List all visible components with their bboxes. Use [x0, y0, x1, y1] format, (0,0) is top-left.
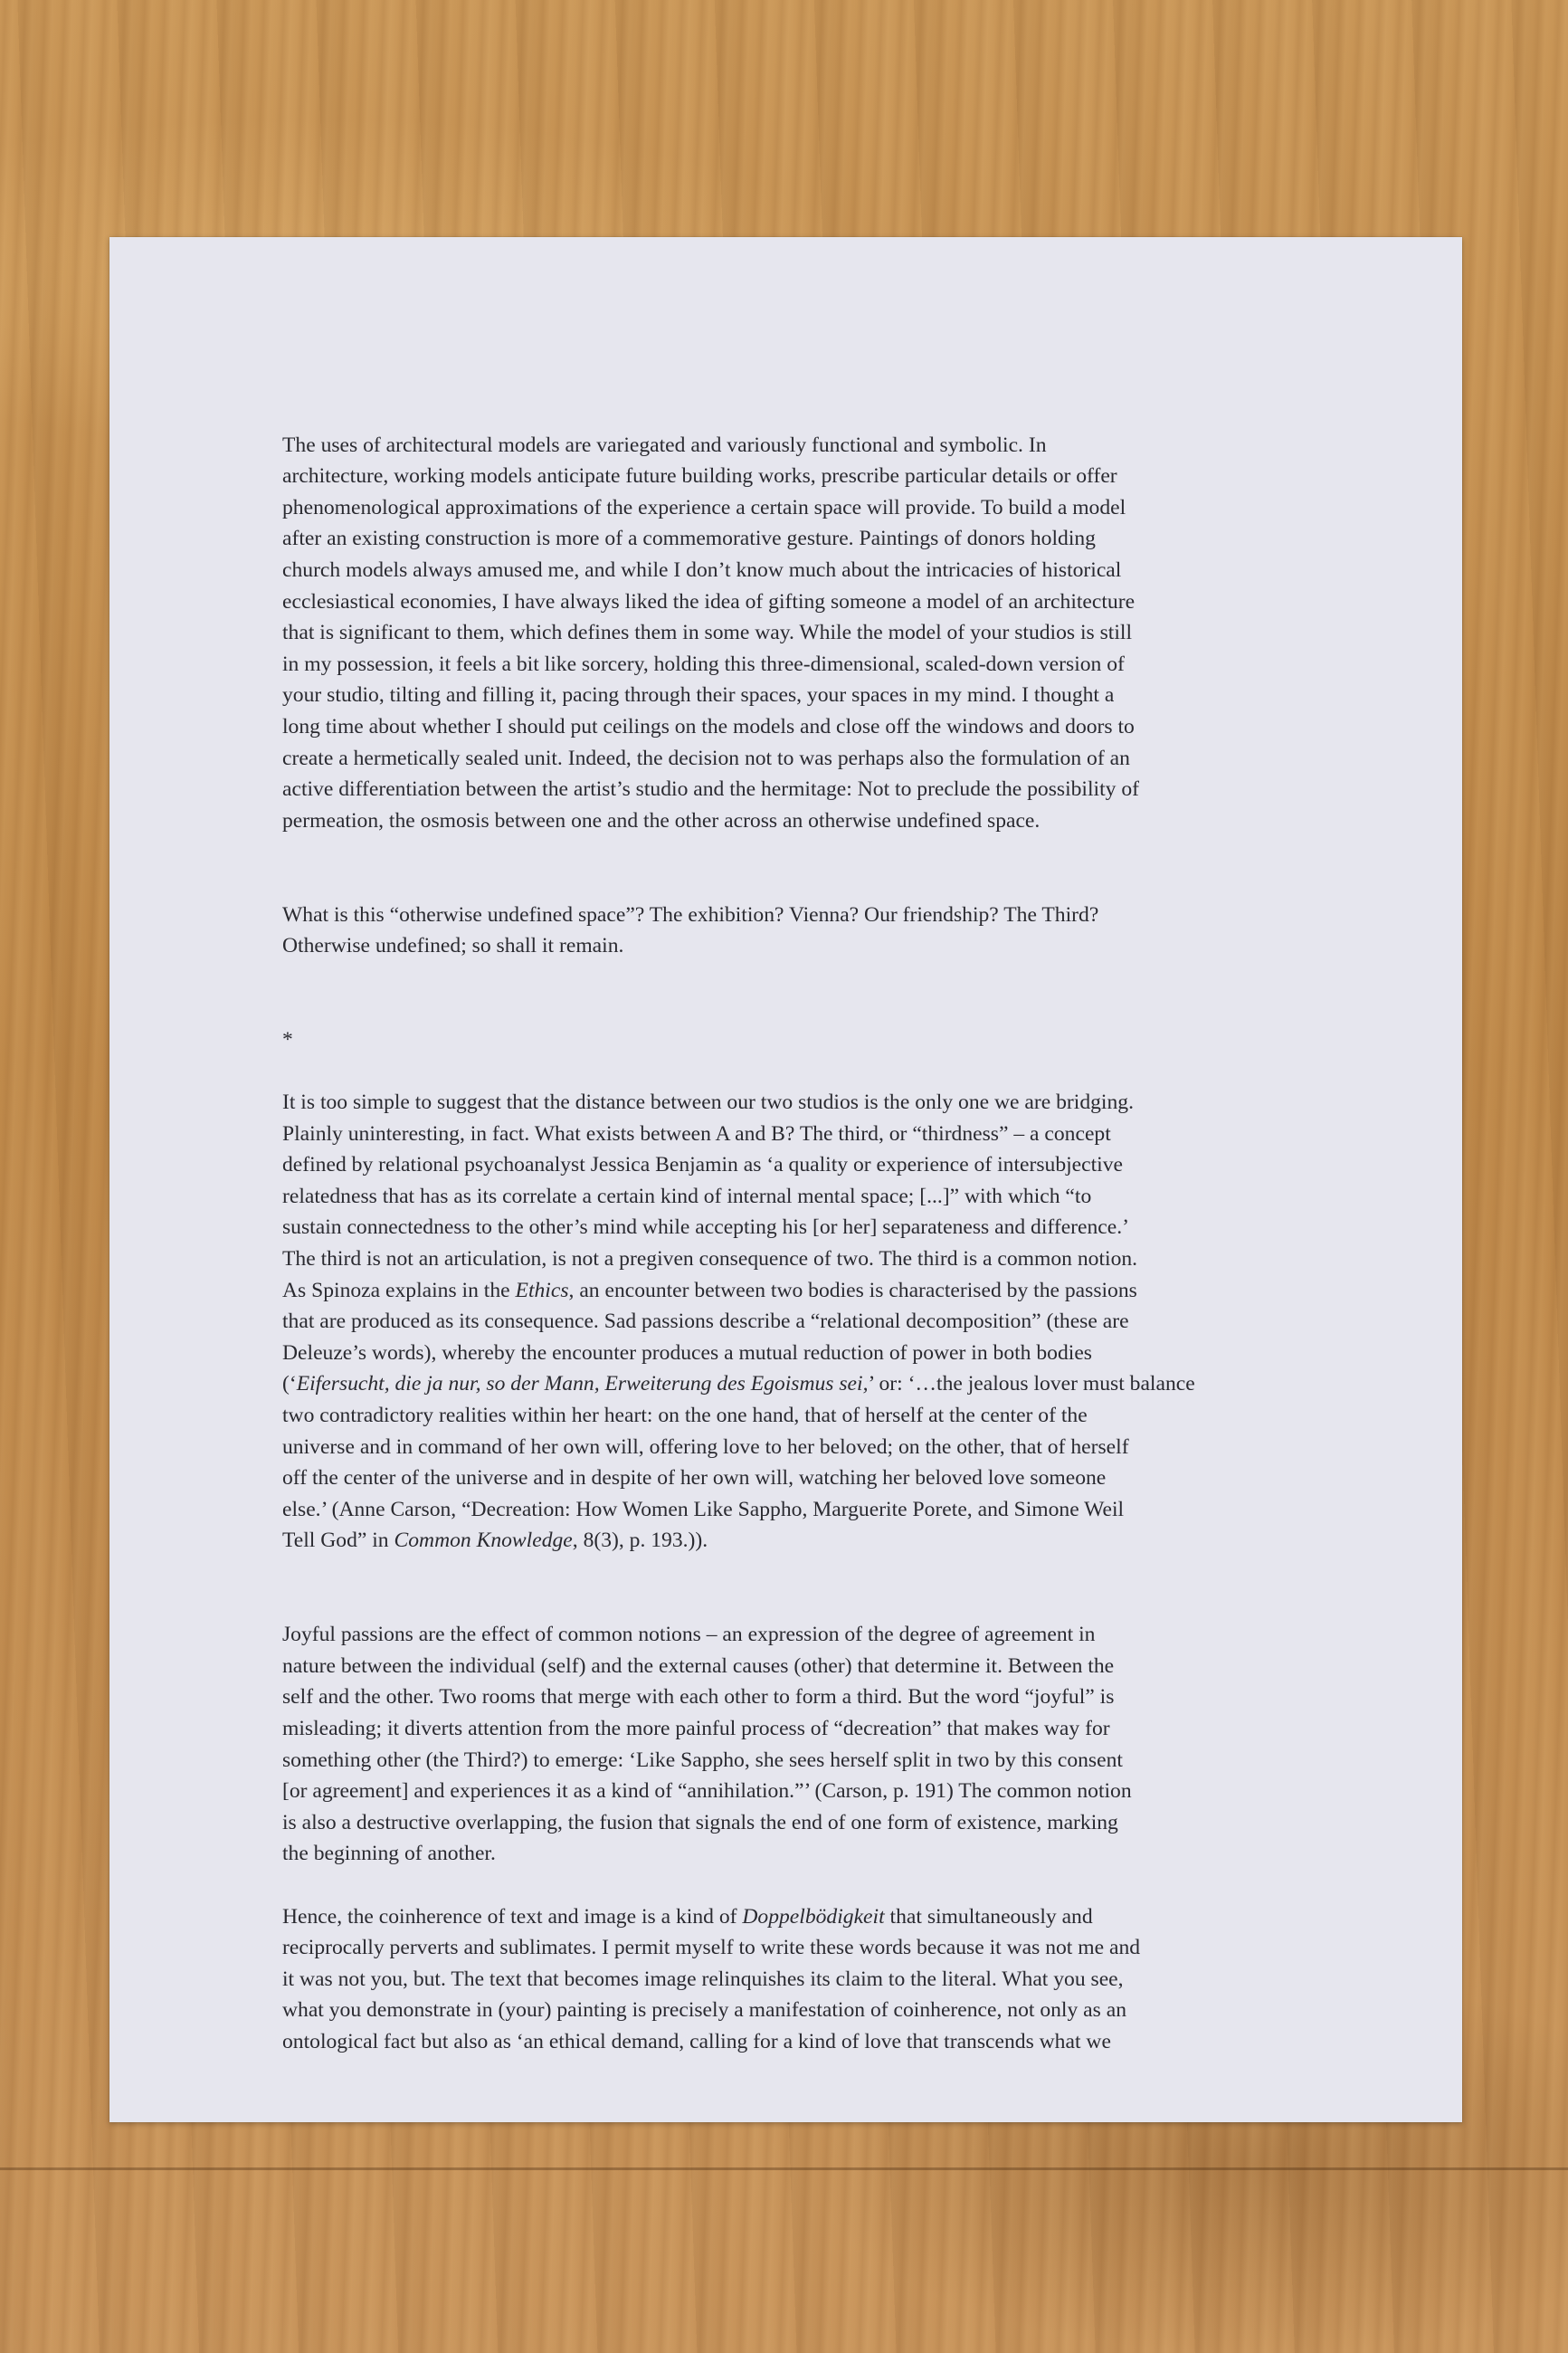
text-segment: , 8(3), p. 193.)).	[572, 1529, 708, 1553]
text-segment: Hence, the coinherence of text and image is a kind of	[282, 1904, 743, 1929]
paragraph-thirdness	[282, 1087, 1314, 1557]
asterisk-glyph: *	[282, 1027, 293, 1052]
text-segment: The uses of architectural models are variegated and variously functional and symbolic. In architecture, working models anticipate future building works, prescribe particular details or offer phenomenological approximations of the experience a certain space will provide. To build a model after an existing construction is more of a commemorative gesture. Paintings of donors holding church models always amused me, and while I don’t know much about the intricacies of historical ecclesiastical economies, I have always liked the idea of gifting someone a model of an architecture that is significant to them, which defines them in some way. While the model of your studios is still in my possession, it feels a bit like sorcery, holding this three-dimensional, scaled-down version of your studio, tilting and filling it, pacing through their spaces, your spaces in my mind. I thought a long time about whether I should put ceilings on the models and close off the windows and doors to create a hermetically sealed unit. Indeed, the decision not to was perhaps also the formulation of an active differentiation between the artist’s studio and the hermitage: Not to preclude the possibility of permeation, the osmosis between one and the other across an otherwise undefined space.	[282, 433, 1139, 833]
paper-sheet	[109, 237, 1462, 2122]
text-segment: , an encounter between two bodies is characterised by the passions that are produced as its consequence. Sad passions describe a “relational decomposition” (these are Deleuze’s words), whereby the encounter produces a mutual reduction of power in both bodies (‘	[282, 1278, 1137, 1396]
document-text	[282, 398, 1314, 2089]
text-segment: It is too simple to suggest that the distance between our two studios is the only one we are bridging. Plainly uninteresting, in fact. What exists between A and B? The third, or “thirdness” – a concept defined by relational psychoanalyst Jessica Benjamin as ‘a quality or experience of intersubjective relatedness that has as its correlate a certain kind of internal mental space; [...]” with which “to sustain connectedness to the other’s mind while accepting his [or her] separateness and difference.’ The third is not an articulation, is not a pregiven consequence of two. The third is a common notion. As Spinoza explains in the	[282, 1091, 1138, 1302]
paragraph-joyful-passions	[282, 1588, 1314, 1870]
italic-term-doppelbodigkeit: Doppelbödigkeit	[742, 1904, 885, 1929]
italic-title-ethics: Ethics	[515, 1278, 569, 1302]
text-segment: ’ or: ‘…the jealous lover must balance two contradictory realities within her heart: on the one hand, that of herself at the center of the universe and in command of her own will, offering love to her beloved; on the other, that of herself off the center of the universe and in despite of her own will, watching her beloved love someone else.’ (Anne Carson, “Decreation: How Women Like Sappho, Marguerite Porete, and Simone Weil Tell God” in	[282, 1372, 1195, 1553]
paragraph-coinherence	[282, 1901, 1314, 2058]
paragraph-architectural-models	[282, 398, 1314, 836]
text-segment: Joyful passions are the effect of common notions – an expression of the degree of agreement in nature between the individual (self) and the external causes (other) that determine it. Between the self and the other. Two rooms that merge with each other to form a third. But the word “joyful” is misleading; it diverts attention from the more painful process of “decreation” that makes way for something other (the Third?) to emerge: ‘Like Sappho, she sees herself split in two by this consent [or agreement] and experiences it as a kind of “annihilation.”’ (Carson, p. 191) The common notion is also a destructive overlapping, the fusion that signals the end of one form of existence, marking the beginning of another.	[282, 1623, 1132, 1866]
text-segment: that simultaneously and reciprocally perverts and sublimates. I permit myself to write these words because it was not me and it was not you, but. The text that becomes image relinquishes its claim to the literal. What you see, what you demonstrate in (your) painting is precisely a manifestation of coinherence, not only as an ontological fact but also as ‘an ethical demand, calling for a kind of love that transcends what we	[282, 1904, 1141, 2053]
paragraph-undefined-space	[282, 868, 1314, 962]
italic-german-quote: Eifersucht, die ja nur, so der Mann, Erweiterung des Egoismus sei,	[296, 1372, 869, 1396]
table-plank-seam	[0, 2167, 1568, 2170]
section-separator-asterisk	[282, 993, 1314, 1055]
italic-title-common-knowledge: Common Knowledge	[394, 1529, 573, 1553]
text-segment: What is this “otherwise undefined space”? The exhibition? Vienna? Our friendship? The Third? Otherwise undefined; so shall it remain.	[282, 902, 1099, 958]
